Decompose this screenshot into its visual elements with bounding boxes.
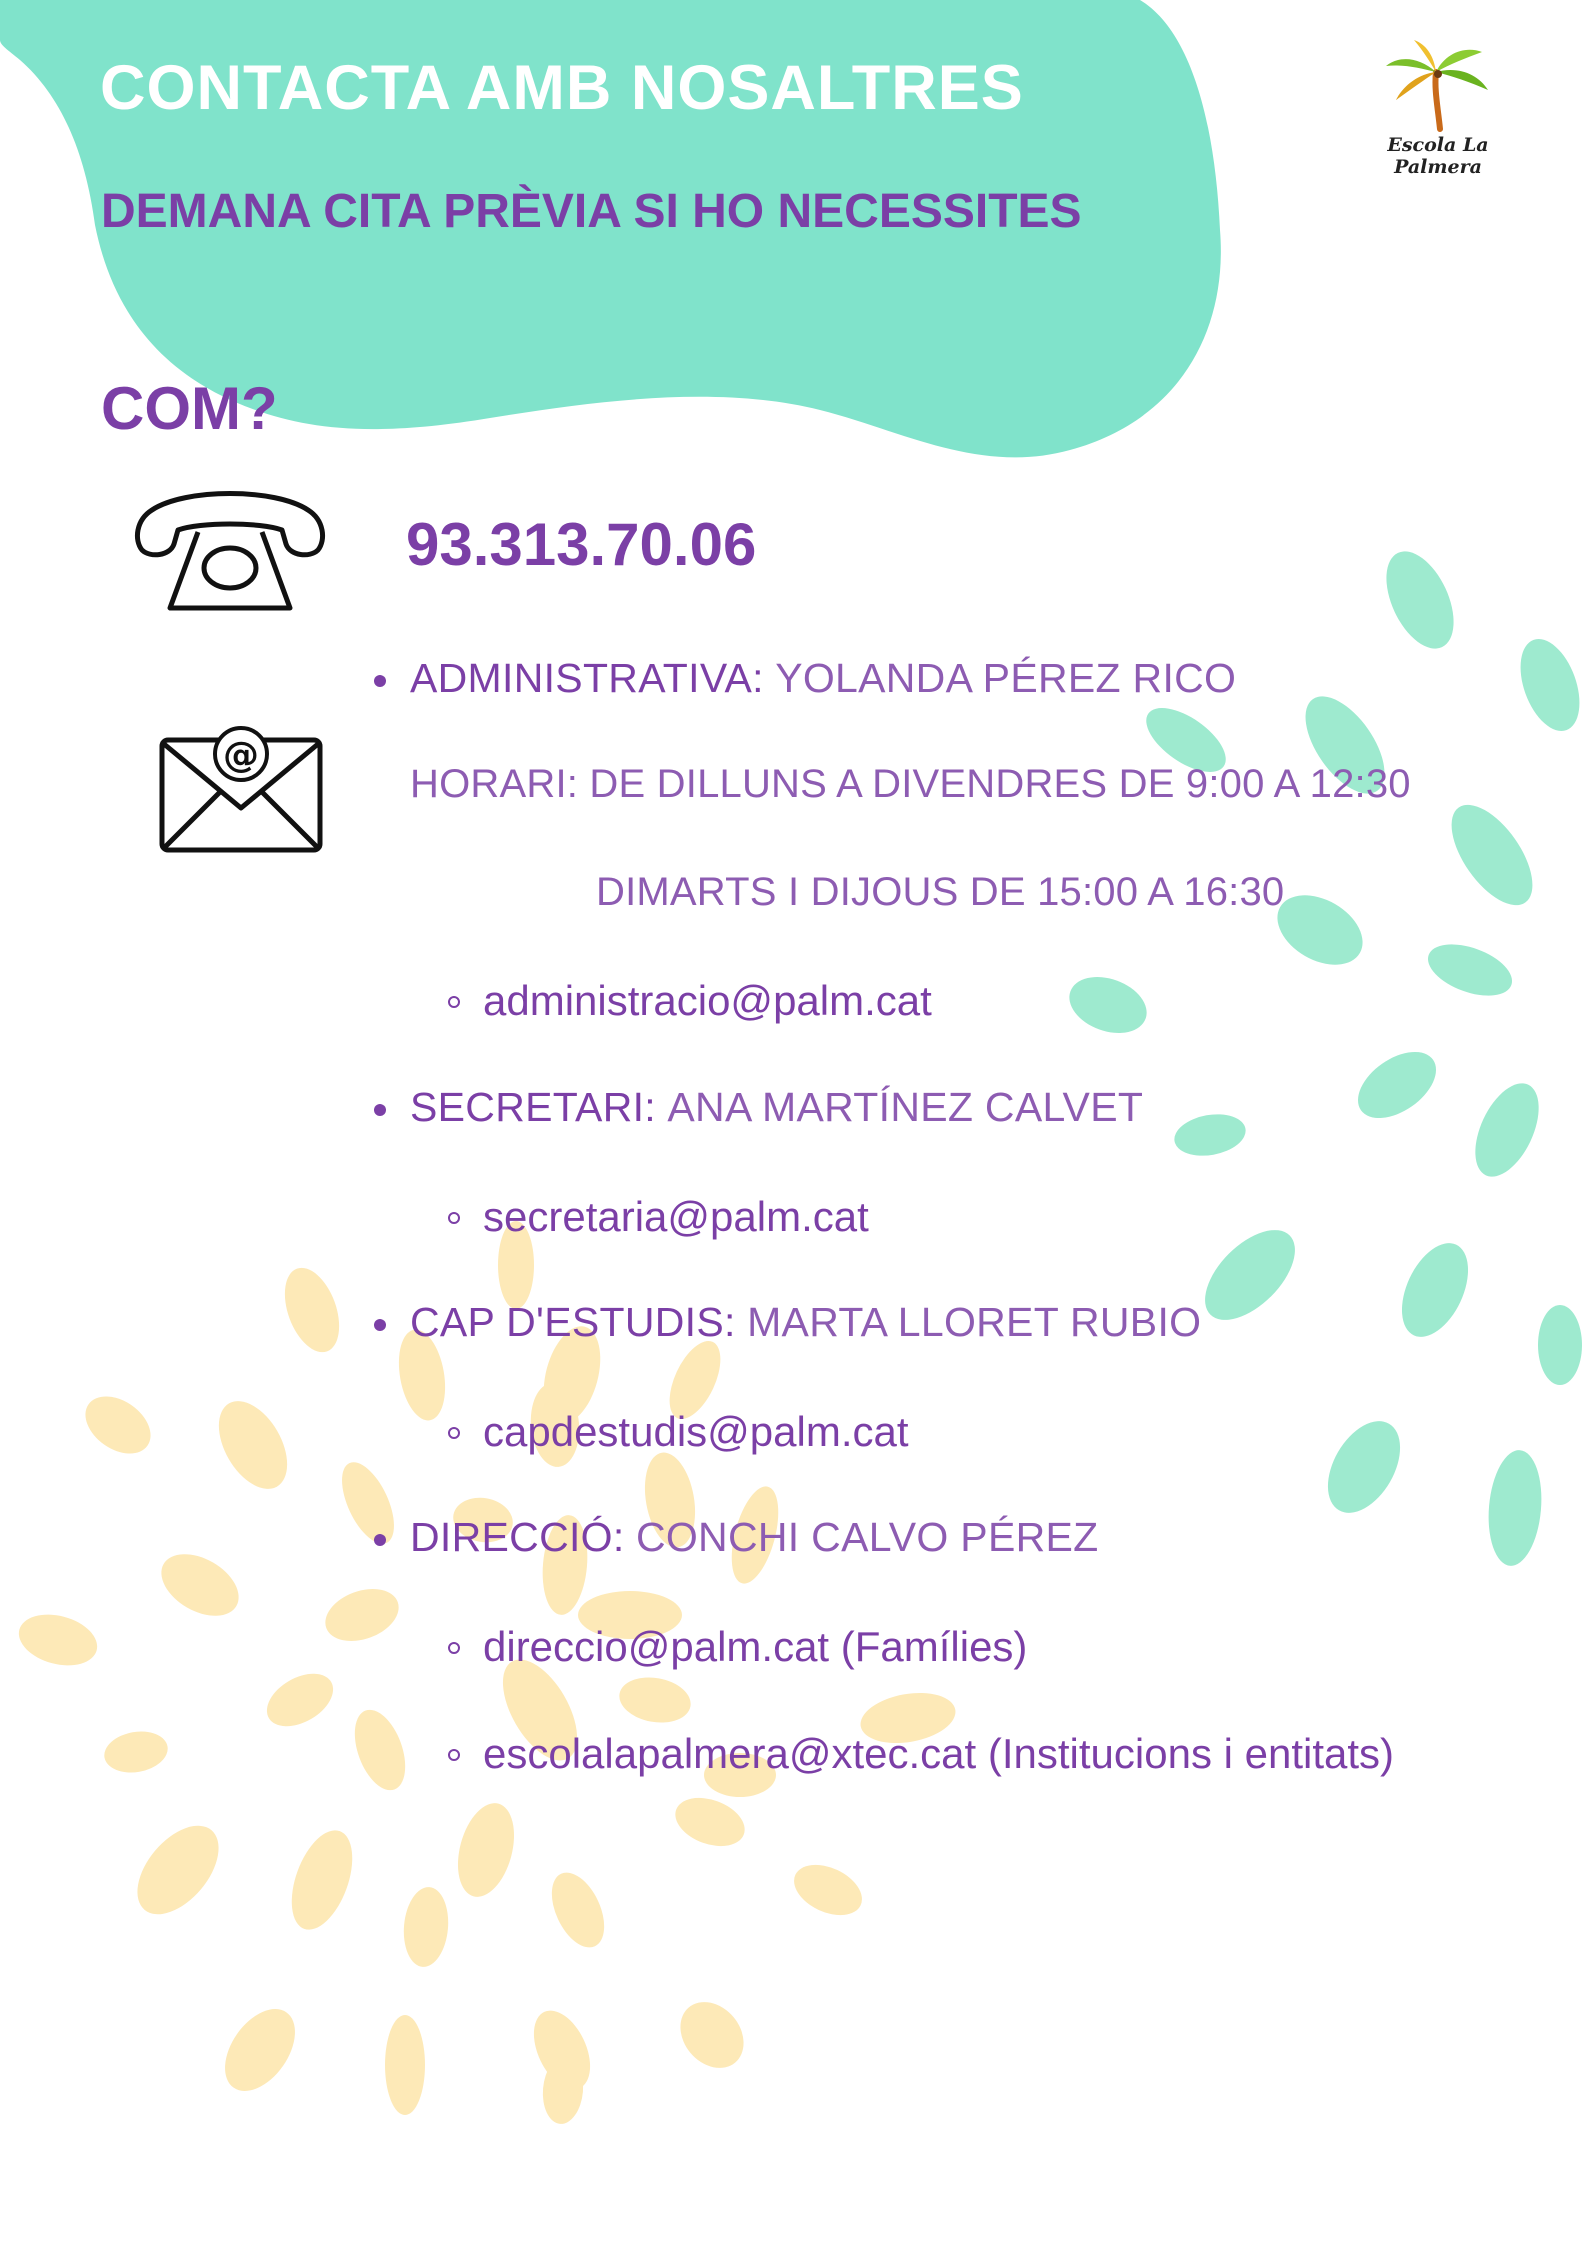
- brush-dot: [385, 2015, 425, 2115]
- brush-dot: [1171, 1109, 1249, 1161]
- brush-dot: [75, 1385, 162, 1466]
- brush-dot: [616, 1672, 695, 1728]
- svg-text:@: @: [223, 735, 259, 776]
- phone-number[interactable]: 93.313.70.06: [406, 511, 757, 578]
- contact-row-secretari: [410, 1084, 1143, 1131]
- sub-bullet: [448, 1427, 460, 1439]
- brush-dot: [667, 1989, 756, 2080]
- palm-tree-icon: [1348, 34, 1528, 134]
- logo-text: Escola La Palmera: [1387, 134, 1489, 178]
- contact-row-administrativa: [410, 655, 1236, 702]
- brush-dot: [122, 1811, 235, 1929]
- brush-dot: [280, 1822, 364, 1938]
- page-subtitle: DEMANA CITA PRÈVIA SI HO NECESSITES: [101, 185, 1082, 238]
- page-title: CONTACTA AMB NOSALTRES: [100, 53, 1024, 123]
- contact-row-cap-estudis: [410, 1299, 1201, 1346]
- telephone-icon: [130, 480, 330, 615]
- brush-dot: [1484, 1448, 1546, 1568]
- sub-bullet: [448, 1212, 460, 1224]
- email-link[interactable]: secretaria@palm.cat: [483, 1193, 869, 1240]
- bullet-dot: [374, 1534, 386, 1546]
- sub-bullet: [448, 996, 460, 1008]
- how-heading: COM?: [101, 375, 278, 442]
- brush-dot: [1346, 1038, 1448, 1131]
- schedule-line: DIMARTS I DIJOUS DE 15:00 A 16:30: [596, 870, 1285, 914]
- contact-role: CAP D'ESTUDIS:: [410, 1299, 736, 1345]
- contact-name: ANA MARTÍNEZ CALVET: [667, 1084, 1144, 1130]
- email-link[interactable]: administracio@palm.cat: [483, 977, 932, 1024]
- contact-role: DIRECCIÓ:: [410, 1514, 625, 1560]
- brush-dot: [1062, 967, 1155, 1043]
- brush-dot: [401, 1885, 452, 1969]
- brush-dot: [151, 1541, 250, 1628]
- contact-role: ADMINISTRATIVA:: [410, 655, 764, 701]
- brush-dot: [1388, 1233, 1481, 1347]
- brush-dot: [1436, 791, 1548, 918]
- envelope-at-icon: [158, 720, 324, 858]
- brush-dot: [1189, 1214, 1311, 1336]
- brush-dot: [541, 1864, 615, 1955]
- brush-dot: [318, 1579, 406, 1650]
- brush-dot: [205, 1389, 301, 1500]
- contact-name: CONCHI CALVO PÉREZ: [635, 1514, 1099, 1560]
- schedule-line: HORARI: DE DILLUNS A DIVENDRES DE 9:00 A 12:30: [410, 762, 1411, 806]
- school-logo: [1348, 34, 1528, 178]
- brush-dot: [274, 1260, 349, 1359]
- brush-dot: [258, 1663, 342, 1737]
- sub-bullet: [448, 1642, 460, 1654]
- brush-dot: [101, 1727, 171, 1778]
- email-link[interactable]: escolalapalmera@xtec.cat (Institucions i entitats): [483, 1730, 1395, 1777]
- brush-dot: [211, 1996, 310, 2103]
- brush-dot: [1421, 934, 1519, 1005]
- brush-dot: [1509, 631, 1587, 739]
- contact-row-direccio: [410, 1514, 1099, 1561]
- bullet-dot: [374, 1104, 386, 1116]
- bullet-dot: [374, 675, 386, 687]
- bullet-dot: [374, 1319, 386, 1331]
- brush-dot: [669, 1789, 752, 1855]
- brush-dot: [1462, 1074, 1551, 1187]
- contact-role: SECRETARI:: [410, 1084, 656, 1130]
- brush-dot: [331, 1455, 404, 1552]
- brush-dot: [448, 1797, 523, 1903]
- brush-dot: [1538, 1305, 1582, 1385]
- email-link[interactable]: direccio@palm.cat (Famílies): [483, 1623, 1028, 1670]
- brush-dot: [13, 1606, 103, 1673]
- brush-dot: [1373, 541, 1468, 659]
- brush-dot: [345, 1703, 415, 1797]
- sub-bullet: [448, 1749, 460, 1761]
- brush-dot: [786, 1855, 870, 1925]
- contact-name: YOLANDA PÉREZ RICO: [775, 655, 1237, 701]
- email-link[interactable]: capdestudis@palm.cat: [483, 1408, 909, 1455]
- contact-name: MARTA LLORET RUBIO: [747, 1299, 1202, 1345]
- brush-dot: [1313, 1409, 1415, 1526]
